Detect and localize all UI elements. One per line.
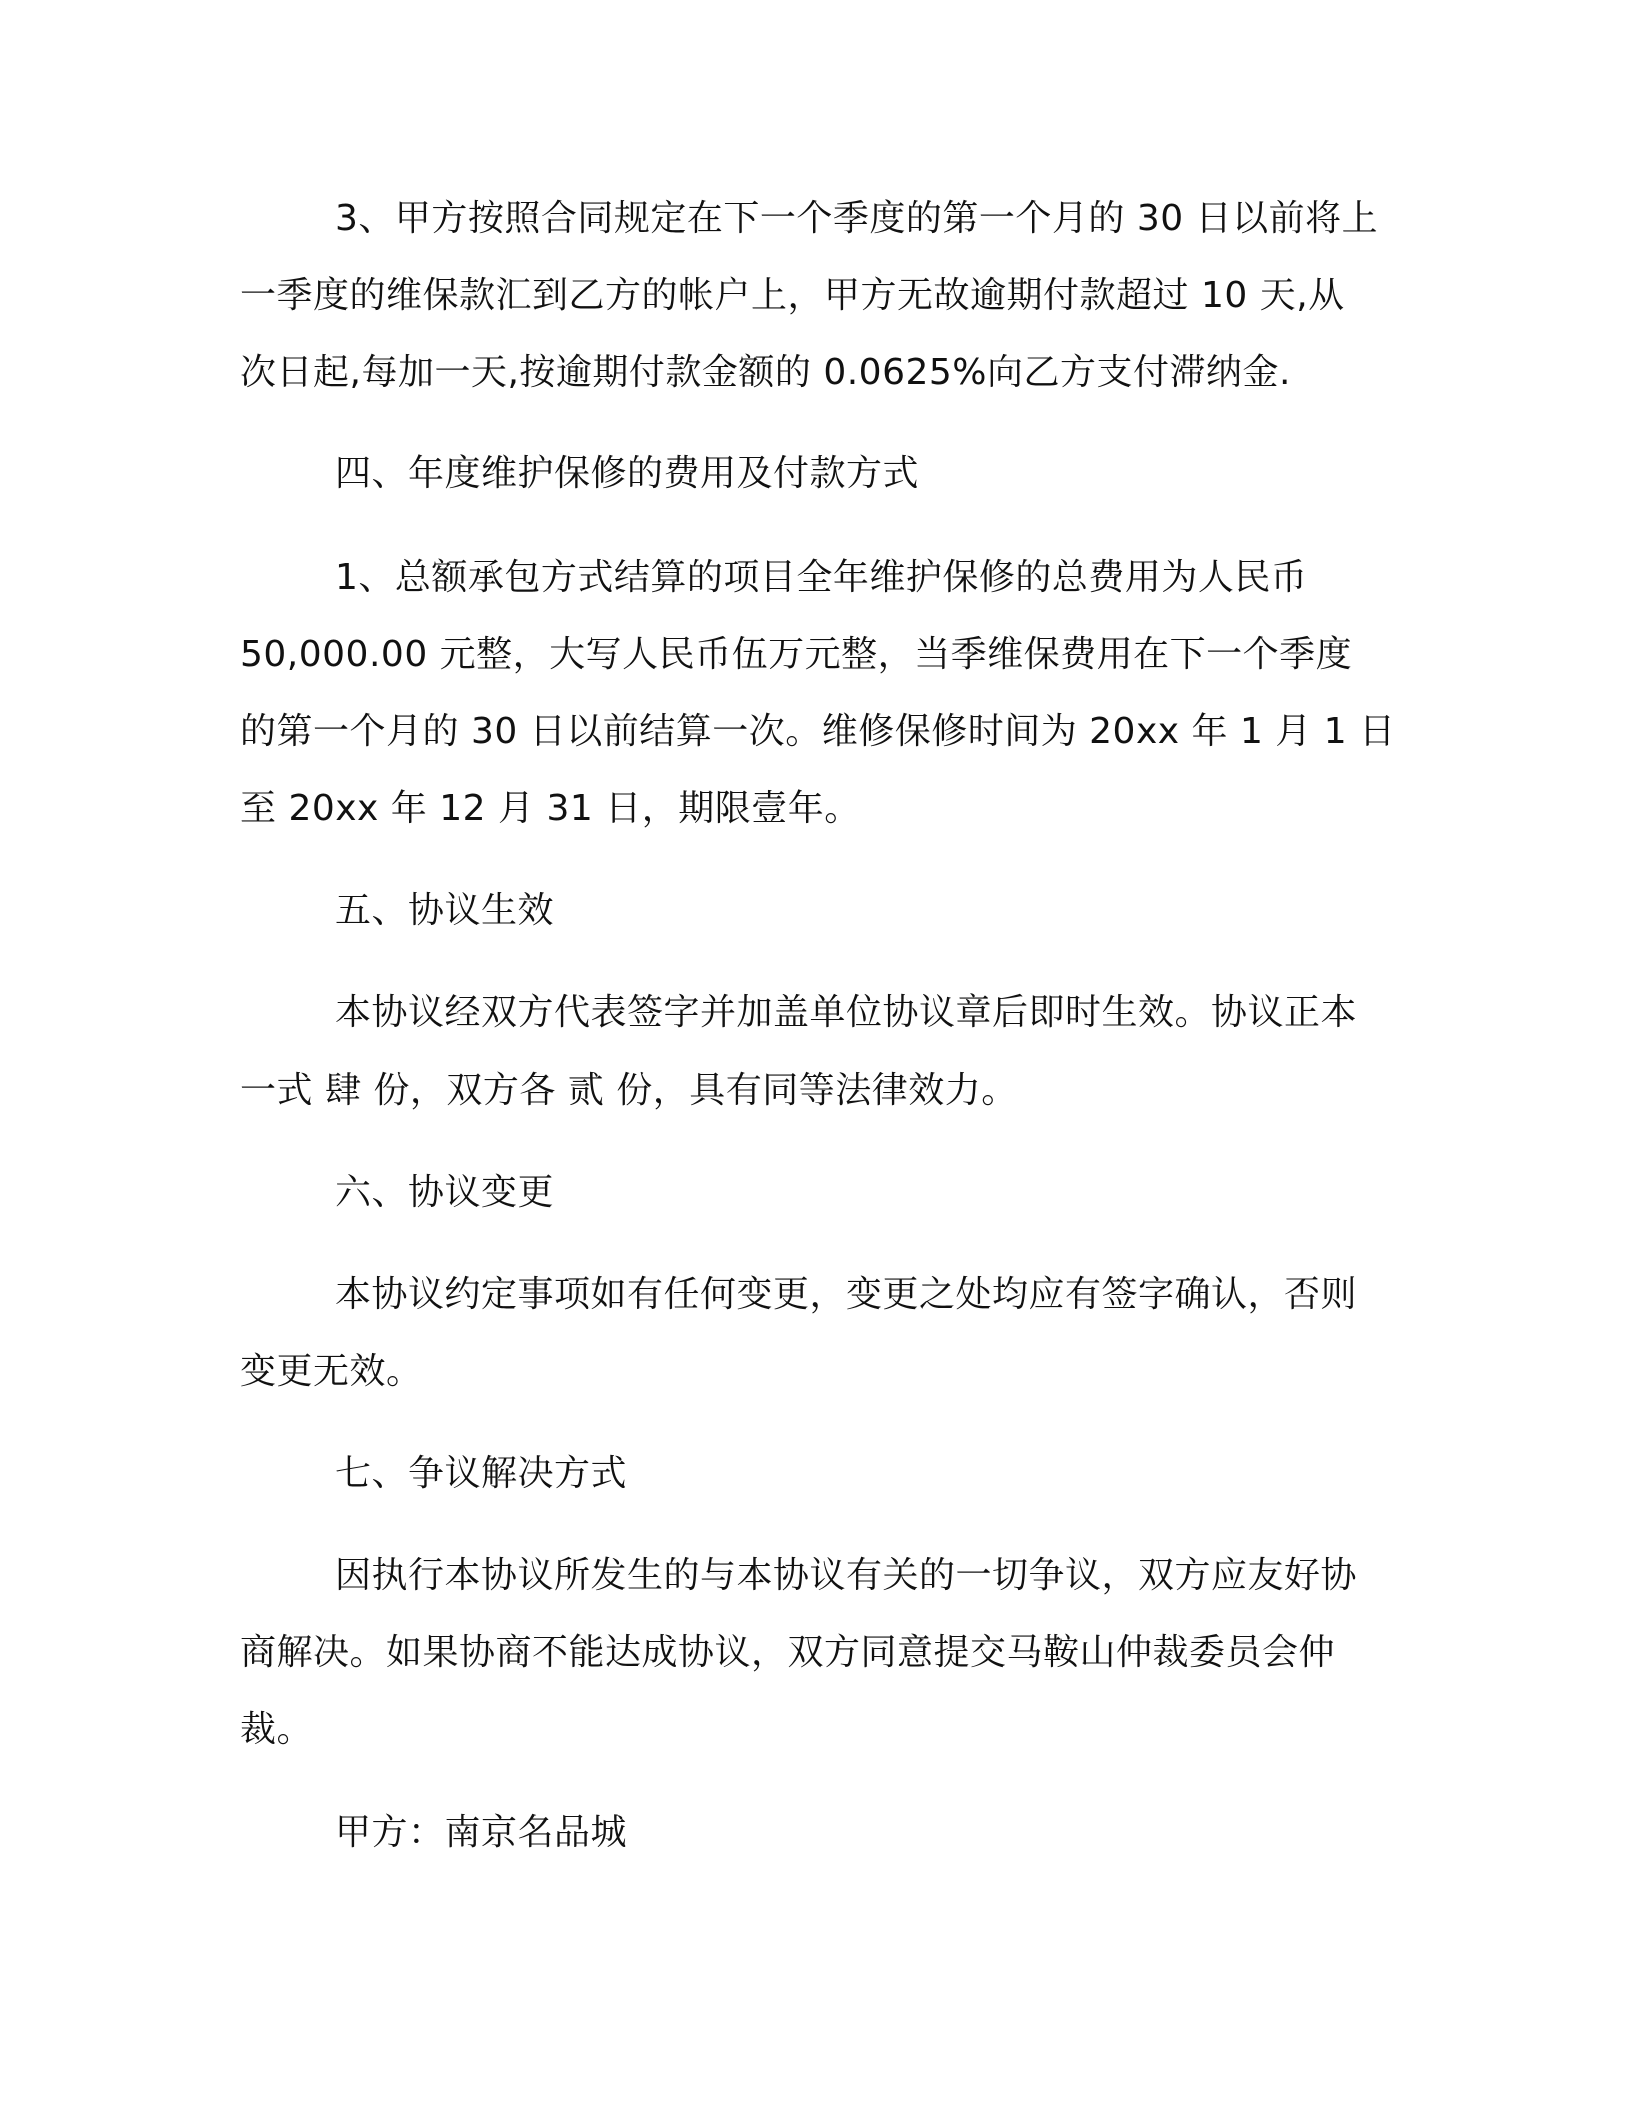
section-7-line-2: 商解决。如果协商不能达成协议，双方同意提交马鞍山仲裁委员会仲 bbox=[240, 1632, 1336, 1673]
clause-4-1-line-4: 至 20xx 年 12 月 31 日，期限壹年。 bbox=[240, 788, 861, 829]
clause-4-1-line-2: 50,000.00 元整，大写人民币伍万元整，当季维保费用在下一个季度 bbox=[240, 634, 1353, 675]
clause-3-line-3: 次日起,每加一天,按逾期付款金额的 0.0625%向乙方支付滞纳金. bbox=[240, 352, 1291, 393]
section-7-line-1: 因执行本协议所发生的与本协议有关的一切争议，双方应友好协 bbox=[335, 1555, 1358, 1596]
clause-3-line-1: 3、甲方按照合同规定在下一个季度的第一个月的 30 日以前将上 bbox=[335, 198, 1379, 239]
section-heading-5: 五、协议生效 bbox=[335, 890, 555, 931]
section-heading-4: 四、年度维护保修的费用及付款方式 bbox=[335, 453, 920, 494]
clause-4-1-line-1: 1、总额承包方式结算的项目全年维护保修的总费用为人民币 bbox=[335, 557, 1308, 598]
section-6-line-1: 本协议约定事项如有任何变更，变更之处均应有签字确认，否则 bbox=[335, 1274, 1358, 1315]
section-7-line-3: 裁。 bbox=[240, 1709, 314, 1750]
section-5-line-2: 一式 肆 份，双方各 贰 份，具有同等法律效力。 bbox=[240, 1070, 1018, 1111]
clause-4-1-line-3: 的第一个月的 30 日以前结算一次。维修保修时间为 20xx 年 1 月 1 日 bbox=[240, 711, 1396, 752]
section-heading-7: 七、争议解决方式 bbox=[335, 1453, 628, 1494]
section-5-line-1: 本协议经双方代表签字并加盖单位协议章后即时生效。协议正本 bbox=[335, 992, 1358, 1033]
party-a-signature-line: 甲方：南京名品城 bbox=[335, 1812, 628, 1853]
section-heading-6: 六、协议变更 bbox=[335, 1172, 555, 1213]
section-6-line-2: 变更无效。 bbox=[240, 1351, 423, 1392]
clause-3-line-2: 一季度的维保款汇到乙方的帐户上，甲方无故逾期付款超过 10 天,从 bbox=[240, 275, 1345, 316]
